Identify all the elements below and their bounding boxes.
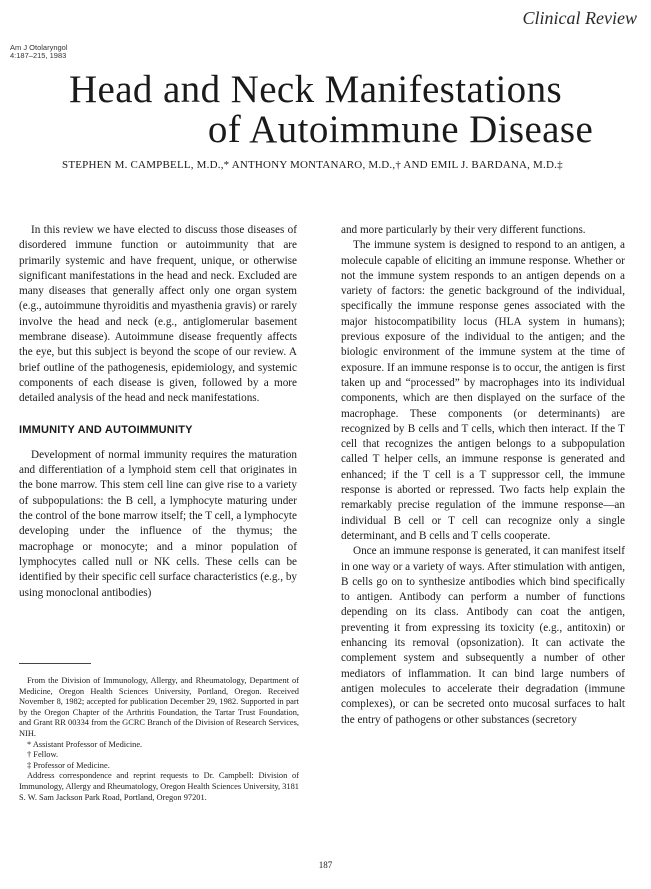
journal-name: Am J Otolaryngol <box>10 43 68 52</box>
intro-paragraph: In this review we have elected to discuss those diseases of disordered immune function or autoimmunity that are primarily systemic and have frequent, unique, or otherwise significant manifestations in the head and neck. Excluded are many diseases that generally affect only one organ system (e.g., autoimmune thyroiditis and myasthenia gravis) or rarely involve the head and neck (e.g., antiglomerular basement membrane disease). Autoimmune disease frequently affects the eye, but this subject is beyond the scope of our review. A brief outline of the pathogenesis, epidemiology, and systemic components of each disease is given, followed by a more detailed analysis of the head and neck manifestations. <box>19 224 297 405</box>
section-label: Clinical Review <box>522 8 637 28</box>
footnotes <box>19 676 299 803</box>
article-title <box>0 70 651 150</box>
journal-volume-pages: 4:187–215, 1983 <box>10 51 67 60</box>
section-heading: IMMUNITY AND AUTOIMMUNITY <box>19 423 193 436</box>
author-list: STEPHEN M. CAMPBELL, M.D.,* ANTHONY MONTANARO, M.D.,† AND EMIL J. BARDANA, M.D.‡ <box>62 159 563 171</box>
antigen-paragraph: The immune system is designed to respond to an antigen, a molecule capable of eliciting an immune response. Whether or not the immune system responds to an antigen depends on a variety of factors: the genetic background of the individual, specifically the immune response genes associated with the major histocompatibility locus (HLA system in humans); previous exposure of the individual to the antigen; and the biologic environment of the immune system at the time of exposure. If an immune response is to occur, the antigen is first taken up and “processed” by macrophages into its individual components, which are then displayed on the surface of the macrophage. These components (or determinants) are recognized by B cells and T cells, which then interact. If the T cell that recognizes the antigen belongs to a subpopulation called T helper cells, an immune response is generated and enhanced; if the T cell is a T suppressor cell, the immune response is aborted or repressed. Two facts help explain the remarkably precise regulation of the immune response—an individual B cell or T cell can recognize only a single determinant, and B cells and T cells cooperate. <box>341 239 625 542</box>
footnote-fellow: † Fellow. <box>27 750 59 760</box>
journal-citation <box>10 44 68 60</box>
page-number: 187 <box>318 860 333 870</box>
footnote-address: Address correspondence and reprint requests to Dr. Campbell: Division of Immunology, Allergy and Rheumatology, Oregon Health Sciences University, 3181 S. W. Sam Jackson Park Road, Portland, Oregon 97201. <box>19 771 299 802</box>
immune-response-paragraph: Once an immune response is generated, it can manifest itself in one way or a variety of ways. After stimulation with antigen, B cells go on to synthesize antibodies which bind specifically to antigen. Antibody can perform a number of functions depending on its class. Antibody can coat the antigen, preventing it from expressing its toxicity (e.g., antitoxin) or enhancing its removal (opsonization). It can activate the complement system and subsequently a number of other mediators of inflammation. It can bind large numbers of antigen molecules to accelerate their degradation (immune complexes), or can be secreted onto mucosal surfaces to halt the entry of pathogens or other substances (secretory <box>341 545 625 726</box>
article-title-line2: of Autoimmune Disease <box>207 108 594 151</box>
footnote-professor: ‡ Professor of Medicine. <box>27 760 110 770</box>
footnote-assistant-professor: * Assistant Professor of Medicine. <box>27 739 143 749</box>
continued-paragraph: and more particularly by their very different functions. <box>341 224 586 236</box>
immunity-paragraph: Development of normal immunity requires the maturation and differentiation of a lymphoid stem cell that originates in the bone marrow. This stem cell line can give rise to a variety of subpopulations: the B cell, a lymphocyte maturing under the control of the bone marrow itself; the T cell, a lymphocyte developing under the influence of the thymus; the macrophage or monocyte; and a minor population of lymphocytes called null or NK cells. These cells can be identified by their specific cell surface characteristics (e.g., by using monoclonal antibodies) <box>19 448 298 599</box>
footnote-affiliation: From the Division of Immunology, Allergy, and Rheumatology, Department of Medicine, Oregon Health Sciences University, Portland, Oregon. Received November 8, 1982; accepted for publication December 29, 1982. Supported in part by the Oregon Chapter of the Arthritis Foundation, the Tartar Trust Foundation, and Grant RR 00334 from the GCRC Branch of the Division of Research Services, NIH. <box>19 676 299 738</box>
left-column <box>19 223 297 601</box>
footnote-divider <box>19 663 91 664</box>
right-column <box>341 223 625 728</box>
article-title-line1: Head and Neck Manifestations <box>68 68 563 111</box>
